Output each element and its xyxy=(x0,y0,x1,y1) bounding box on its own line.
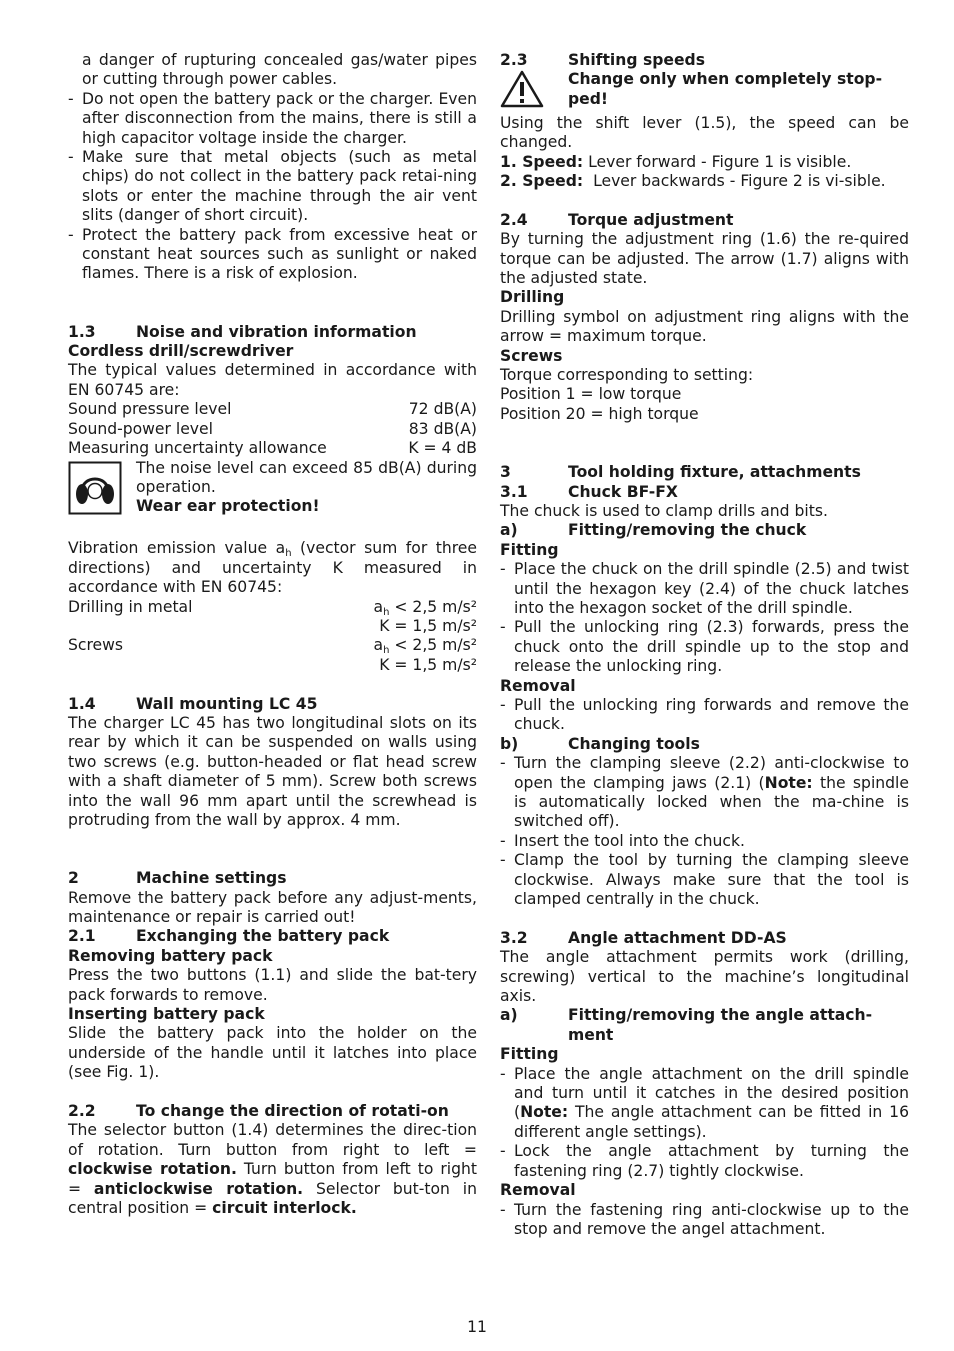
intro-continuation: a danger of rupturing concealed gas/water pipes or cutting through power cables. xyxy=(82,51,477,89)
warning-icon xyxy=(500,70,544,108)
subheading: Inserting battery pack xyxy=(68,1005,265,1024)
section-heading-3-1: 3.1 Chuck BF-FX xyxy=(500,482,678,501)
paragraph: Position 20 = high torque xyxy=(500,404,699,423)
list-item: - Place the angle attachment on the drill spindle and turn until it catches in the desired position (Note: The angle attachment can be fitted in 16 different angle settings). xyxy=(500,1064,909,1141)
ear-notice-text: The noise level can exceed 85 dB(A) during operation. xyxy=(136,458,477,496)
shift-warning xyxy=(500,70,909,113)
subheading: Fitting xyxy=(500,1045,559,1064)
paragraph: The angle attachment permits work (drilling, screwing) vertical to the machine’s longitudinal axis. xyxy=(500,948,909,1006)
vibration-row: Drilling in metal $a_h < 2,5$ m/s² xyxy=(68,597,477,618)
paragraph: The charger LC 45 has two longitudinal slots on its rear by which it can be suspended on walls using two screws (e.g. button-headed or flat head screw with a shaft diameter of 5 mm). Screw both screws into the wall 96 mm apart until the screwhead is protruding from the wall by approx. 4 mm. xyxy=(68,713,477,829)
paragraph: The chuck is used to clamp drills and bits. xyxy=(500,501,828,520)
subheading: Fitting xyxy=(500,540,559,559)
subsection-heading-a: a) Fitting/removing the angle attach-ment xyxy=(500,1006,873,1044)
paragraph: Remove the battery pack before any adjust-ments, maintenance or repair is carried out! xyxy=(68,888,477,926)
warning-text: Change only when completely stop-ped! xyxy=(568,70,883,108)
ear-protection-notice xyxy=(68,459,477,520)
subheading: Removal xyxy=(500,676,576,695)
ear-notice-bold: Wear ear protection! xyxy=(136,497,320,516)
subsection-heading-a: a) Fitting/removing the chuck xyxy=(500,521,807,540)
section-heading-2-2: 2.2 To change the direction of rotati-on xyxy=(68,1102,449,1121)
rotation-paragraph: The selector button (1.4) determines the direc-tion of rotation. Turn button from right to left = clockwise rotation. Turn button from left to right = anticlockwise rotation. Selector but-ton in central position = circuit interlock. xyxy=(68,1121,478,1218)
speed-1: 1. Speed: Lever forward - Figure 1 is visible. xyxy=(500,152,852,171)
vibration-paragraph: Vibration emission value $a_h$ (vector sum for three directions) and uncertainty K measured in accordance with EN 60745: xyxy=(68,539,477,597)
list-item: - Do not open the battery pack or the charger. Even after disconnection from the mains, there is still a high capacitor voltage inside the charger. xyxy=(68,89,477,147)
noise-row: Sound-power level 83 dB(A) xyxy=(68,419,477,438)
page-number: 11 xyxy=(467,1318,487,1336)
paragraph: Using the shift lever (1.5), the speed can be changed. xyxy=(500,113,909,152)
subheading: Removing battery pack xyxy=(68,946,273,965)
paragraph: By turning the adjustment ring (1.6) the re-quired torque can be adjusted. The arrow (1.7) aligns with the adjusted state. xyxy=(500,230,909,288)
list-item: - Lock the angle attachment by turning the fastening ring (2.7) tightly clockwise. xyxy=(500,1142,909,1180)
section-heading-1-4: 1.4 Wall mounting LC 45 xyxy=(68,694,318,713)
list-item: - Protect the battery pack from excessive heat or constant heat sources such as sunlight or naked flames. There is a risk of explosion. xyxy=(68,225,477,283)
left-column xyxy=(68,51,477,1218)
section-heading-2: 2 Machine settings xyxy=(68,869,287,888)
vibration-k: K = 1,5 m/s² xyxy=(379,655,477,674)
list-item: - Pull the unlocking ring (2.3) forwards, press the chuck onto the drill spindle up to the stop and release the unlocking ring. xyxy=(500,618,909,676)
paragraph: Slide the battery pack into the holder on the underside of the handle until it latches into place (see Fig. 1). xyxy=(68,1024,477,1082)
vibration-row: Screws $a_h < 2,5$ m/s² xyxy=(68,636,477,657)
list-item: - Turn the clamping sleeve (2.2) anti-clockwise to open the clamping jaws (2.1) (Note: the spindle is automatically locked when the ma-chine is switched off). xyxy=(500,754,909,831)
paragraph: Position 1 = low torque xyxy=(500,385,682,404)
section-heading-3-2: 3.2 Angle attachment DD-AS xyxy=(500,928,787,947)
section-heading-3: 3 Tool holding fixture, attachments xyxy=(500,463,861,482)
list-item: - Clamp the tool by turning the clamping sleeve clockwise. Always make sure that the tool is clamped centrally in the chuck. xyxy=(500,851,909,909)
vibration-k: K = 1,5 m/s² xyxy=(379,616,477,635)
subheading: Drilling xyxy=(500,288,565,307)
list-item: - Turn the fastening ring anti-clockwise up to the stop and remove the angel attachment. xyxy=(500,1200,909,1238)
speed-2: 2. Speed: Lever backwards - Figure 2 is vi-sible. xyxy=(500,172,886,191)
list-item: - Make sure that metal objects (such as metal chips) do not collect in the battery pack retai-ning slots or enter the machine through the air vent slits (danger of short circuit). xyxy=(68,148,477,225)
ear-protection-icon xyxy=(68,461,122,515)
paragraph: The typical values determined in accordance with EN 60745 are: xyxy=(68,361,477,399)
subsection-heading-b: b) Changing tools xyxy=(500,734,700,753)
subheading: Cordless drill/screwdriver xyxy=(68,342,294,361)
section-heading-1-3: 1.3 Noise and vibration information xyxy=(68,322,417,341)
subheading: Screws xyxy=(500,346,563,365)
section-heading-2-4: 2.4 Torque adjustment xyxy=(500,210,734,229)
list-item: - Place the chuck on the drill spindle (2.5) and twist until the hexagon key (2.4) of the chuck latches into the hexagon socket of the drill spindle. xyxy=(500,560,909,617)
paragraph: Drilling symbol on adjustment ring aligns with the arrow = maximum torque. xyxy=(500,307,909,346)
subheading: Removal xyxy=(500,1181,576,1200)
noise-row: Measuring uncertainty allowance K = 4 dB xyxy=(68,439,477,458)
paragraph: Torque corresponding to setting: xyxy=(500,366,754,385)
section-heading-2-1: 2.1 Exchanging the battery pack xyxy=(68,927,390,946)
paragraph: Press the two buttons (1.1) and slide the bat-tery pack forwards to remove. xyxy=(68,966,477,1004)
section-heading-2-3: 2.3 Shifting speeds xyxy=(500,51,705,69)
list-item: - Pull the unlocking ring forwards and remove the chuck. xyxy=(500,695,909,734)
list-item: - Insert the tool into the chuck. xyxy=(500,831,745,850)
noise-row: Sound pressure level 72 dB(A) xyxy=(68,400,477,419)
right-column xyxy=(500,51,909,1239)
